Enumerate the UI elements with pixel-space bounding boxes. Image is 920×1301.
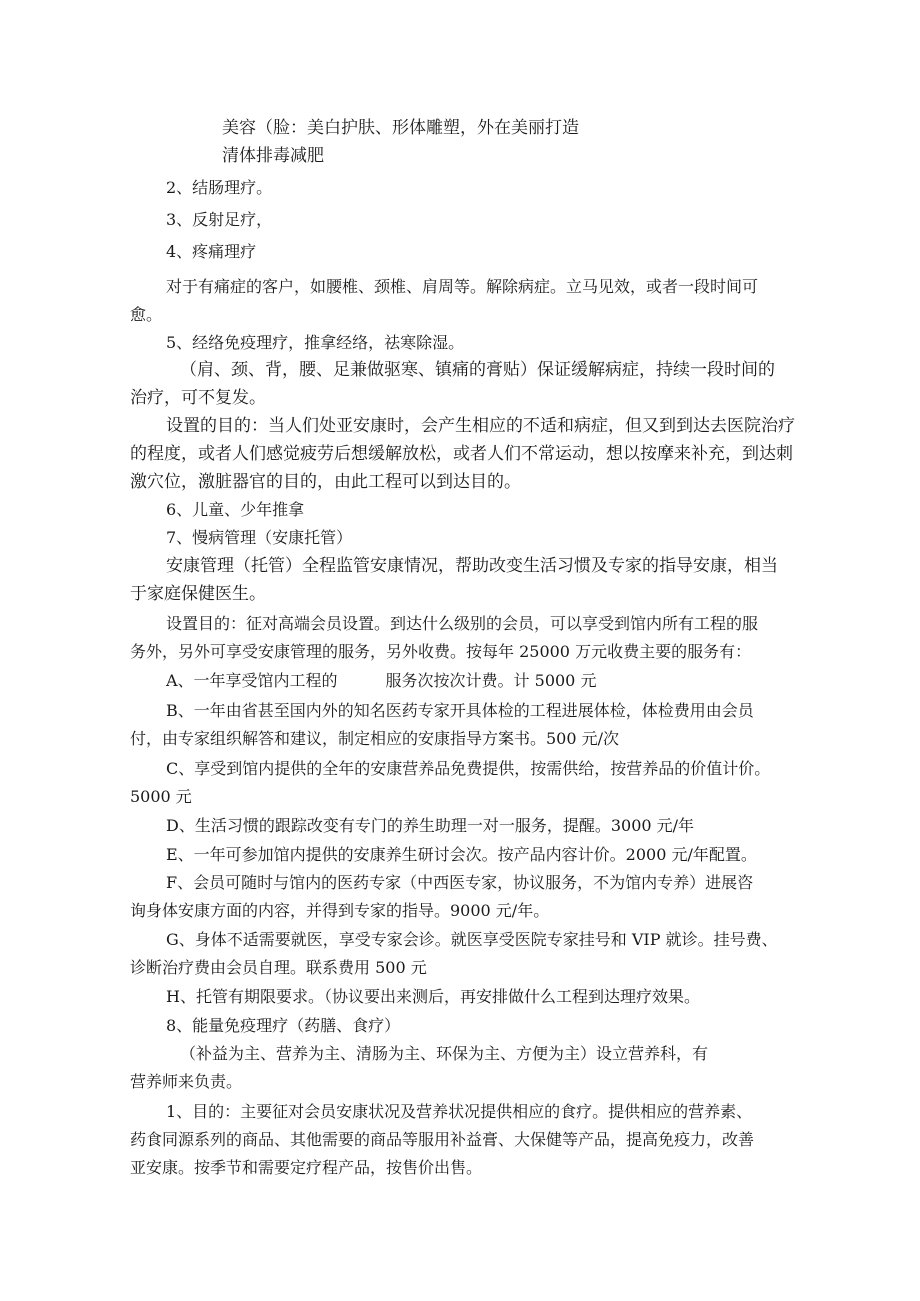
paragraph-line: 付，由专家组织解答和建议，制定相应的安康指导方案书。500 元/次 bbox=[130, 729, 620, 748]
paragraph-line: 愈。 bbox=[130, 305, 163, 324]
paragraph-line: 治疗，可不复发。 bbox=[130, 388, 266, 408]
list-item-2: 2、结肠理疗。 bbox=[166, 178, 273, 197]
paragraph-line: 的程度，或者人们感觉疲劳后想缓解放松，或者人们不常运动，想以按摩来补充，到达刺 bbox=[130, 444, 793, 464]
text-line-detox: 清体排毒减肥 bbox=[222, 146, 324, 166]
purpose-item-1: 1、目的：主要征对会员安康状况及营养状况提供相应的食疗。提供相应的营养素、 bbox=[166, 1102, 753, 1121]
paragraph-line: 设置的目的：当人们处亚安康时，会产生相应的不适和病症，但又到到达去医院治疗 bbox=[166, 416, 795, 436]
service-item-f: F、会员可随时与馆内的医药专家（中西医专家，协议服务，不为馆内专养）进展咨 bbox=[166, 873, 754, 892]
paragraph-line: 对于有痛症的客户，如腰椎、颈椎、肩周等。解除病症。立马见效，或者一段时间可 bbox=[166, 277, 759, 296]
service-item-b: B、一年由省甚至国内外的知名医药专家开具体检的工程进展体检，体检费用由会员 bbox=[166, 701, 754, 720]
list-item-4: 4、疼痛理疗 bbox=[166, 242, 257, 261]
paragraph-line: 于家庭保健医生。 bbox=[130, 584, 266, 604]
paragraph-line: 药食同源系列的商品、其他需要的商品等服用补益膏、大保健等产品，提高免疫力，改善 bbox=[130, 1130, 755, 1149]
service-item-g: G、身体不适需要就医，享受专家会诊。就医享受医院专家挂号和 VIP 就诊。挂号费、 bbox=[166, 930, 778, 949]
service-item-d: D、生活习惯的跟踪改变有专门的养生助理一对一服务，提醒。3000 元/年 bbox=[166, 816, 695, 835]
paragraph-line: （肩、颈、背，腰、足兼做驱寒、镇痛的膏贴）保证缓解病症，持续一段时间的 bbox=[180, 360, 775, 380]
list-item-7: 7、慢病管理（安康托管） bbox=[166, 528, 353, 547]
list-item-3: 3、反射足疗， bbox=[166, 210, 273, 229]
paragraph-line: 5000 元 bbox=[130, 787, 192, 806]
paragraph-line: 亚安康。按季节和需要定疗程产品，按售价出售。 bbox=[130, 1158, 483, 1177]
paragraph-line: 务外，另外可享受安康管理的服务，另外收费。按每年 25000 万元收费主要的服务有： bbox=[130, 642, 752, 661]
paragraph-line: 设置目的：征对高端会员设置。到达什么级别的会员，可以享受到馆内所有工程的服 bbox=[166, 614, 759, 633]
paragraph-line: 询身体安康方面的内容，并得到专家的指导。9000 元/年。 bbox=[130, 901, 550, 920]
text-line-beauty: 美容（脸：美白护肤、形体雕塑，外在美丽打造 bbox=[222, 118, 579, 138]
service-item-c: C、享受到馆内提供的全年的安康营养品免费提供，按需供给，按营养品的价值计价。 bbox=[166, 759, 771, 778]
service-item-e: E、一年可参加馆内提供的安康养生研讨会次。按产品内容计价。2000 元/年配置。 bbox=[166, 845, 757, 864]
paragraph-line: 营养师来负责。 bbox=[130, 1072, 243, 1091]
service-item-h: H、托管有期限要求。（协议要出来测后，再安排做什么工程到达理疗效果。 bbox=[166, 987, 700, 1006]
paragraph-line: 诊断治疗费由会员自理。联系费用 500 元 bbox=[130, 958, 427, 977]
paragraph-line: （补益为主、营养为主、清肠为主、环保为主、方便为主）设立营养科，有 bbox=[180, 1044, 709, 1063]
list-item-5: 5、经络免疫理疗，推拿经络，祛寒除湿。 bbox=[166, 333, 465, 352]
paragraph-line: 安康管理（托管）全程监管安康情况，帮助改变生活习惯及专家的指导安康，相当 bbox=[166, 556, 778, 576]
paragraph-line: 激穴位，激脏器官的目的，由此工程可以到达目的。 bbox=[130, 472, 521, 492]
list-item-6: 6、儿童、少年推拿 bbox=[166, 500, 305, 519]
service-item-a: A、一年享受馆内工程的 服务次按次计费。计 5000 元 bbox=[166, 671, 597, 690]
list-item-8: 8、能量免疫理疗（药膳、食疗） bbox=[166, 1016, 401, 1035]
